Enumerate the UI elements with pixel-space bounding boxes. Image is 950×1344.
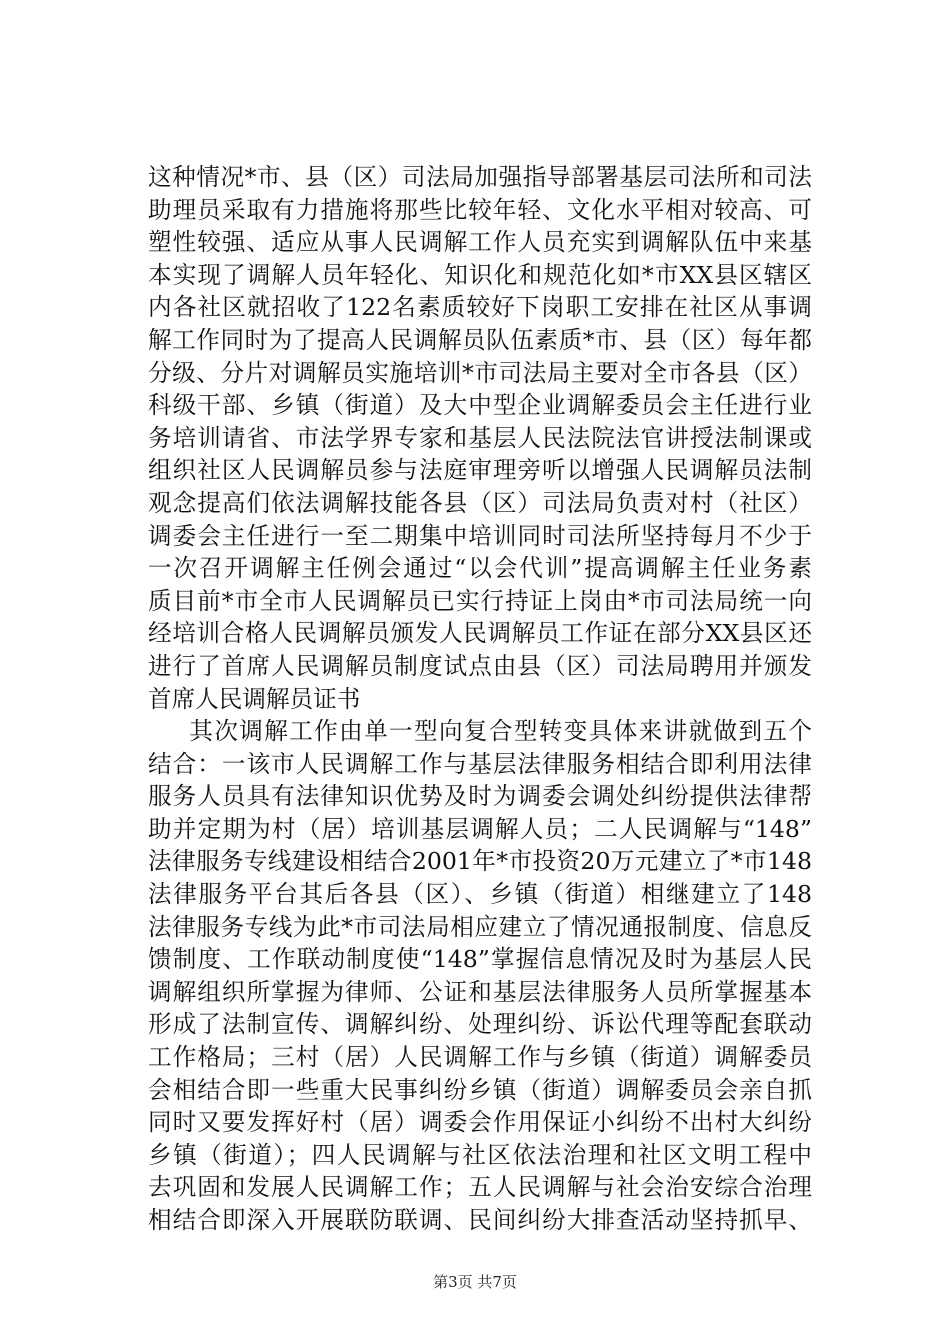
- text-line: 观念提高们依法调解技能各县（区）司法局负责对村（社区）: [148, 488, 812, 517]
- text-line: 助理员采取有力措施将那些比较年轻、文化水平相对较高、可: [148, 195, 812, 224]
- text-line: 助并定期为村（居）培训基层调解人员；二人民调解与“148”: [148, 814, 812, 843]
- text-line: 质目前*市全市人民调解员已实行持证上岗由*市司法局统一向: [148, 586, 812, 615]
- page-footer: [0, 1272, 950, 1292]
- text-line-first: [148, 715, 812, 748]
- text-line: 分级、分片对调解员实施培训*市司法局主要对全市各县（区）: [148, 358, 812, 387]
- text-line: 科级干部、乡镇（街道）及大中型企业调解委员会主任进行业: [148, 391, 812, 420]
- text-line: 法律服务专线建设相结合2001年*市投资20万元建立了*市148: [148, 847, 812, 876]
- text-line: 会相结合即一些重大民事纠纷乡镇（街道）调解委员会亲自抓: [148, 1075, 812, 1104]
- text-line: 进行了首席人民调解员制度试点由县（区）司法局聘用并颁发: [148, 651, 812, 680]
- text-line: 务培训请省、市法学界专家和基层人民法院法官讲授法制课或: [148, 423, 812, 452]
- text-line: 形成了法制宣传、调解纠纷、处理纠纷、诉讼代理等配套联动: [148, 1010, 812, 1039]
- document-body: [148, 161, 812, 1237]
- text-line: 工作格局；三村（居）人民调解工作与乡镇（街道）调解委员: [148, 1043, 812, 1072]
- text-line: 法律服务平台其后各县（区）、乡镇（街道）相继建立了148: [148, 880, 812, 909]
- text-line: 馈制度、工作联动制度使“148”掌握信息情况及时为基层人民: [148, 945, 812, 974]
- text-line: 内各社区就招收了122名素质较好下岗职工安排在社区从事调: [148, 293, 812, 322]
- text-line: 服务人员具有法律知识优势及时为调委会调处纠纷提供法律帮: [148, 782, 812, 811]
- text-line: 组织社区人民调解员参与法庭审理旁听以增强人民调解员法制: [148, 456, 812, 485]
- text-line: 经培训合格人民调解员颁发人民调解员工作证在部分XX县区还: [148, 619, 812, 648]
- paragraph-1: [148, 161, 812, 715]
- text-line: 调解组织所掌握为律师、公证和基层法律服务人员所掌握基本: [148, 977, 812, 1006]
- text-line: 本实现了调解人员年轻化、知识化和规范化如*市XX县区辖区: [148, 260, 812, 289]
- text-line: 解工作同时为了提高人民调解员队伍素质*市、县（区）每年都: [148, 325, 812, 354]
- text-line: 塑性较强、适应从事人民调解工作人员充实到调解队伍中来基: [148, 228, 812, 257]
- text-line: 去巩固和发展人民调解工作；五人民调解与社会治安综合治理: [148, 1173, 812, 1202]
- text-line: 乡镇（街道）；四人民调解与社区依法治理和社区文明工程中: [148, 1140, 812, 1169]
- text-line: 一次召开调解主任例会通过“以会代训”提高调解主任业务素: [148, 554, 812, 583]
- text-line: 调委会主任进行一至二期集中培训同时司法所坚持每月不少于: [148, 521, 812, 550]
- text-line: 结合：一该市人民调解工作与基层法律服务相结合即利用法律: [148, 749, 812, 778]
- text-line: 相结合即深入开展联防联调、民间纠纷大排查活动坚持抓早、: [148, 1206, 812, 1234]
- text-line: 同时又要发挥好村（居）调委会作用保证小纠纷不出村大纠纷: [148, 1108, 812, 1137]
- text-line: 法律服务专线为此*市司法局相应建立了情况通报制度、信息反: [148, 912, 812, 941]
- text-line: 首席人民调解员证书: [148, 684, 361, 713]
- paragraph-2: [148, 715, 812, 1237]
- text-line-content: 其次调解工作由单一型向复合型转变具体来讲就做到五个: [188, 717, 812, 746]
- page-number: 第3页 共7页: [433, 1273, 517, 1291]
- text-line: 这种情况*市、县（区）司法局加强指导部署基层司法所和司法: [148, 163, 812, 191]
